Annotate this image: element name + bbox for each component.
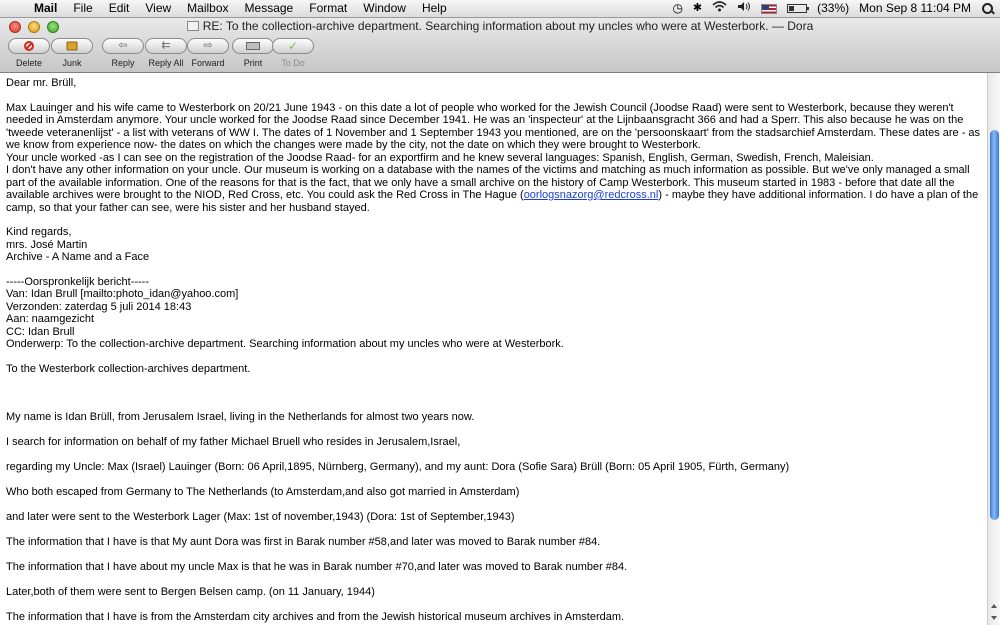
- reply-paragraph-1: Max Lauinger and his wife came to Westerbork on 20/21 June 1943 - on this date a lot of people who worked for the Jewish Council (Joodse Raad) were sent to Westerbork, because they weren't needed in Amsterdam anymore. Your uncle worked for the Joodse Raad since December 1941. He was an 'inspecteur' at the Lijnbaansgracht 366 and had a Sperr. This also because he was on the 'tweede veteranenlijst' - a list with veterans of WW I. The dates of 1 November and 1 September 1943 you mentioned, are on the 'persoonskaart' from the stadsarchief Amsterdam. These dates are - as we know from experience now- the dates on which the changes were made by the city, not the date on which they were brought to Westerbork.: [6, 101, 981, 151]
- menu-bar: [0, 0, 1000, 18]
- window-titlebar: [0, 18, 1000, 73]
- time-machine-icon[interactable]: ◷: [672, 1, 683, 15]
- quoted-line-8: The information that I have about my uncle Max is that he was in Barak number #70,and later was moved to Barak number #84.: [6, 561, 628, 573]
- greeting: Dear mr. Brüll,: [6, 77, 77, 89]
- original-cc: CC: Idan Brull: [6, 325, 75, 338]
- quoted-line-2: My name is Idan Brüll, from Jerusalem Israel, living in the Netherlands for almost two years now.: [6, 411, 475, 423]
- menu-message[interactable]: Message: [244, 1, 294, 15]
- volume-icon[interactable]: [737, 0, 751, 17]
- forward-label: Forward: [191, 58, 225, 68]
- menu-help[interactable]: Help: [421, 1, 447, 15]
- input-source-flag-icon[interactable]: [761, 4, 777, 14]
- quoted-line-3: I search for information on behalf of my father Michael Bruell who resides in Jerusalem,Israel,: [6, 436, 461, 448]
- scrollbar-thumb[interactable]: [990, 130, 999, 520]
- original-subject: Onderwerp: To the collection-archive department. Searching information about my uncles who were at Westerbork.: [6, 338, 564, 350]
- todo-button[interactable]: [268, 38, 318, 68]
- delete-label: Delete: [15, 58, 42, 68]
- reply-label: Reply: [111, 58, 135, 68]
- menu-window[interactable]: Window: [363, 1, 406, 15]
- print-label: Print: [243, 58, 263, 68]
- wifi-icon[interactable]: [712, 0, 727, 17]
- quoted-line-10: The information that I have is from the Amsterdam city archives and from the Jewish historical museum archives in Amsterdam.: [6, 611, 625, 623]
- todo-label: To Do: [281, 58, 305, 68]
- quoted-line-1: To the Westerbork collection-archives department.: [6, 362, 251, 375]
- status-area: [672, 0, 994, 17]
- original-sent: Verzonden: zaterdag 5 juli 2014 18:43: [6, 300, 192, 313]
- spotlight-search-icon[interactable]: [981, 2, 994, 15]
- reply-paragraph-3: I don't have any other information on your uncle. Our museum is working on a database with the names of the victims and matching as much information as possible. But we've only managed a small part of the available information. One of the reasons for that is the fact, that we only have a small archive on the history of Camp Westerbork. This museum started in 1983 - before that date all the available archives were brought to the NIOD, Red Cross, etc. You could ask the Red Cross in The Hague (oorlogsnazorg@redcross.nl) - maybe they have additional information. I do have a plan of the camp, so that your father can see, were his sister and her husband stayed.: [6, 164, 979, 214]
- quoted-line-7: The information that I have is that My aunt Dora was first in Barak number #58,and later was moved to Barak number #84.: [6, 536, 601, 548]
- quoted-line-6: and later were sent to the Westerbork Lager (Max: 1st of november,1943) (Dora: 1st of September,1943): [6, 511, 515, 523]
- reply-all-arrow-icon: ⇇: [161, 39, 171, 52]
- bluetooth-icon[interactable]: ✱: [692, 2, 703, 14]
- reply-paragraph-2: Your uncle worked -as I can see on the registration of the Joodse Raad- for an exportfirm and he knew several languages: Spanish, English, German, Swedish, French, Maleisian.: [6, 151, 874, 164]
- reply-arrow-icon: ⇦: [118, 39, 128, 52]
- scroll-down-arrow-icon[interactable]: [991, 616, 997, 620]
- menu-format[interactable]: Format: [309, 1, 348, 15]
- battery-percent: (33%): [817, 1, 850, 15]
- original-message-divider: -----Oorspronkelijk bericht-----: [6, 275, 150, 288]
- original-to: Aan: naamgezicht: [6, 313, 95, 325]
- reply-all-label: Reply All: [148, 58, 184, 68]
- signature-org: Archive - A Name and a Face: [6, 251, 150, 263]
- delete-icon: [24, 41, 34, 51]
- menu-edit[interactable]: Edit: [108, 1, 130, 15]
- window-title-text: RE: To the collection-archive department. Searching information about my uncles who were at Westerbork. — Dora: [202, 19, 814, 33]
- junk-icon: [67, 42, 78, 51]
- quoted-line-5: Who both escaped from Germany to The Netherlands (to Amsterdam,and also got married in Amsterdam): [6, 486, 520, 498]
- junk-label: Junk: [62, 58, 82, 68]
- junk-button[interactable]: [47, 38, 97, 68]
- scroll-up-arrow-icon[interactable]: [991, 604, 997, 608]
- forward-arrow-icon: ⇨: [203, 39, 213, 52]
- forward-button[interactable]: [183, 38, 233, 68]
- menubar-clock[interactable]: Mon Sep 8 11:04 PM: [859, 1, 971, 15]
- battery-icon[interactable]: [787, 4, 807, 13]
- quoted-line-4: regarding my Uncle: Max (Israel) Lauinger (Born: 06 April,1895, Nürnberg, Germany), and my aunt: Dora (Sofie Sara) Brüll (Born: 05 April 1905, Fürth, Germany): [6, 461, 790, 473]
- quoted-line-9: Later,both of them were sent to Bergen Belsen camp. (on 11 January, 1944): [6, 586, 375, 598]
- menu-mail[interactable]: Mail: [34, 1, 58, 15]
- signature-closing: Kind regards,: [6, 226, 72, 238]
- signature-name: mrs. José Martin: [6, 238, 88, 251]
- document-icon: [187, 21, 199, 31]
- message-body[interactable]: [0, 73, 987, 625]
- checkmark-icon: ✓: [287, 39, 299, 53]
- vertical-scrollbar[interactable]: [987, 73, 1000, 625]
- printer-icon: [246, 42, 260, 50]
- menu-view[interactable]: View: [145, 1, 172, 15]
- menu-mailbox[interactable]: Mailbox: [187, 1, 229, 15]
- original-from: Van: Idan Brull [mailto:photo_idan@yahoo.com]: [6, 288, 239, 300]
- menu-file[interactable]: File: [73, 1, 93, 15]
- redcross-email-link[interactable]: oorlogsnazorg@redcross.nl: [523, 189, 659, 201]
- window-title: [0, 19, 1000, 33]
